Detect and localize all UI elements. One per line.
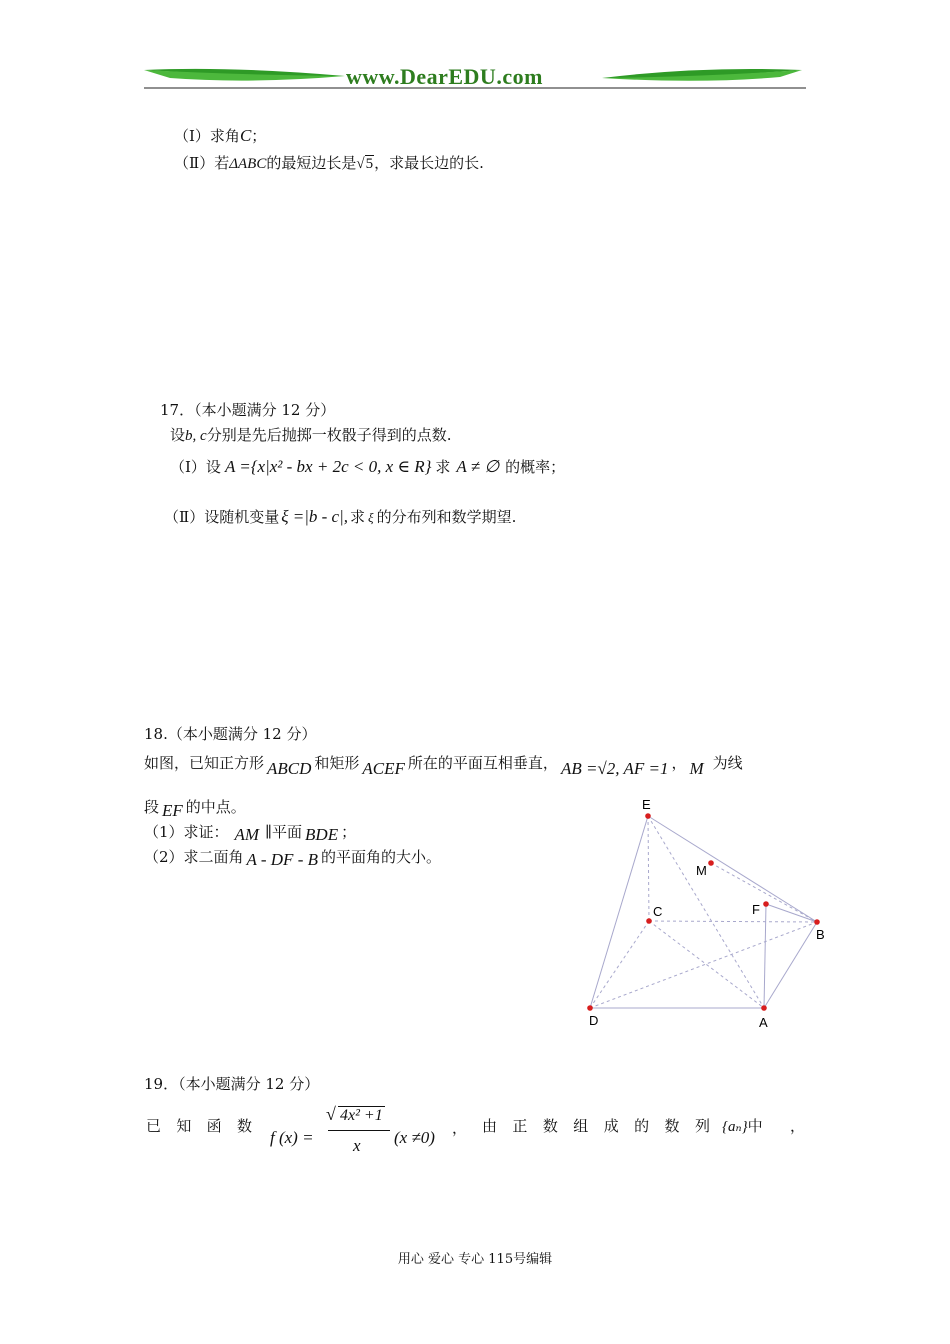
- edge-FA: [764, 904, 766, 1008]
- q17-intro-rest: 分别是先后抛掷一枚骰子得到的点数.: [206, 426, 452, 444]
- label-B: B: [816, 927, 825, 942]
- point-C: [646, 918, 652, 924]
- q17-part1-mid: 求: [435, 458, 451, 476]
- figure-edges: [590, 816, 817, 1008]
- q19-sequence: {aₙ}: [722, 1119, 748, 1135]
- q18-line1-d: 为线: [712, 754, 743, 772]
- q19-fraction-bar: [328, 1130, 390, 1131]
- q19-denominator: x: [353, 1136, 361, 1155]
- q16-sqrt-arg: 5: [365, 156, 374, 172]
- edge-MB: [711, 863, 817, 922]
- q17-intro-prefix: 设: [170, 426, 186, 444]
- edge-ED: [590, 816, 648, 1008]
- q17-condition: A ≠ ∅: [456, 457, 500, 476]
- page-footer: 用心 爱心 专心 115号编辑: [397, 1252, 553, 1267]
- q19-word: 的: [634, 1117, 650, 1135]
- q19-word: 数: [542, 1117, 558, 1135]
- point-A: [761, 1005, 767, 1011]
- q16-part1-var: C: [239, 126, 252, 145]
- q18-rect: ACEF: [362, 759, 405, 778]
- site-logo[interactable]: www.DearEDU.com: [346, 64, 543, 89]
- q18-part1: [144, 822, 356, 842]
- q18-line2: [144, 797, 246, 820]
- q19-comma2: ，: [790, 1117, 806, 1135]
- q19-condition: (x ≠0): [394, 1128, 435, 1147]
- q18-square: ABCD: [267, 759, 312, 778]
- q16-part1-end: ；: [251, 127, 267, 145]
- q18-part1-mid: ∥平面: [265, 823, 303, 841]
- q18-am: AM: [234, 825, 260, 844]
- q18-bde: BDE: [305, 825, 339, 844]
- q17-part2-prefix: （Ⅱ）设随机变量: [164, 508, 280, 526]
- edge-CD: [590, 921, 649, 1008]
- q18-part1-prefix: （1）求证：: [144, 823, 229, 841]
- q19-word: 已: [146, 1117, 162, 1135]
- edge-EB: [648, 816, 817, 922]
- q19-word: 知: [176, 1117, 192, 1135]
- point-B: [814, 919, 820, 925]
- edge-CA: [649, 921, 764, 1008]
- q19-words: [146, 1116, 252, 1136]
- point-D: [587, 1005, 593, 1011]
- q18-geometry-figure: [580, 790, 830, 1040]
- edge-BA: [764, 922, 817, 1008]
- q19-numerator: 4x² +1: [340, 1107, 383, 1124]
- q18-part2-prefix: （2）求二面角: [144, 848, 244, 866]
- q18-angle: A - DF - B: [246, 850, 318, 869]
- label-A: A: [759, 1015, 768, 1030]
- q18-ef: EF: [162, 801, 183, 820]
- q18-part2: [144, 847, 441, 867]
- q17-part2-mid: 求: [350, 508, 366, 526]
- q16-part2-end: ，求最长边的长.: [374, 154, 484, 172]
- q19-tail: 中: [747, 1117, 763, 1135]
- q19-comma1: ，: [452, 1119, 468, 1137]
- q18-line1: [144, 753, 743, 778]
- label-M: M: [696, 863, 707, 878]
- edge-CB: [649, 921, 817, 922]
- q19-word: 列: [694, 1117, 710, 1135]
- q17-part2: [164, 507, 516, 528]
- q17-xi: ξ: [368, 510, 374, 525]
- q16-triangle: ΔABC: [229, 156, 267, 172]
- q18-m-var: M: [689, 759, 704, 778]
- label-D: D: [589, 1013, 599, 1028]
- q19-word: 由: [482, 1117, 498, 1135]
- q16-part2-prefix: （Ⅱ）若: [174, 154, 230, 172]
- q18-heading: 18.（本小题满分 12 分）: [144, 725, 317, 743]
- q19-word: 成: [603, 1117, 619, 1135]
- q18-part1-end: ；: [341, 823, 357, 841]
- q19-word: 正: [512, 1117, 528, 1135]
- q16-part1: [174, 126, 266, 146]
- q19-heading: 19．（本小题满分 12 分）: [144, 1075, 320, 1093]
- q19-words2: [482, 1116, 710, 1136]
- q18-line2-a: 段: [144, 798, 160, 816]
- q19-word: 函: [206, 1117, 222, 1135]
- q17-part1: [170, 457, 565, 477]
- edge-DB: [590, 922, 817, 1008]
- edge-EC: [648, 816, 649, 921]
- point-M: [708, 860, 714, 866]
- q18-part2-end: 的平面角的大小。: [321, 848, 442, 866]
- edge-FB: [766, 904, 817, 922]
- q18-given: AB =√2, AF =1: [560, 759, 669, 778]
- label-C: C: [653, 904, 663, 919]
- q17-part2-end: 的分布列和数学期望.: [376, 508, 517, 526]
- q17-part1-prefix: （Ⅰ）设: [170, 458, 221, 476]
- q19-sequence-line: [722, 1116, 763, 1137]
- q16-part2-mid: 的最短边长是: [266, 154, 357, 172]
- q18-line1-a: 如图，已知正方形: [144, 754, 265, 772]
- q18-comma: ，: [671, 754, 687, 772]
- q17-intro-vars: b, c: [185, 428, 207, 444]
- label-E: E: [642, 797, 651, 812]
- q19-word: 数: [664, 1117, 680, 1135]
- q19-func-lhs: f (x) =: [270, 1128, 314, 1147]
- q18-line1-c: 所在的平面互相垂直，: [407, 754, 558, 772]
- q17-intro: [170, 425, 451, 446]
- point-F: [763, 901, 769, 907]
- q17-heading: 17．（本小题满分 12 分）: [160, 401, 336, 419]
- q17-xi-expression: ξ =|b - c|,: [281, 507, 349, 526]
- point-E: [645, 813, 651, 819]
- q19-word: 数: [236, 1117, 252, 1135]
- q18-line2-b: 的中点。: [185, 798, 246, 816]
- label-F: F: [752, 902, 760, 917]
- q18-line1-b: 和矩形: [314, 754, 360, 772]
- figure-points: [587, 813, 820, 1011]
- q16-part1-prefix: （Ⅰ）求角: [174, 127, 240, 145]
- q17-part1-end: 的概率；: [505, 458, 566, 476]
- q17-set-expression: A ={x|x² - bx + 2c < 0, x ∈ R}: [224, 457, 432, 476]
- q16-part2: （Ⅱ）若ΔABC的最短边长是√5，求最长边的长.: [174, 154, 484, 172]
- q19-word: 组: [573, 1117, 589, 1135]
